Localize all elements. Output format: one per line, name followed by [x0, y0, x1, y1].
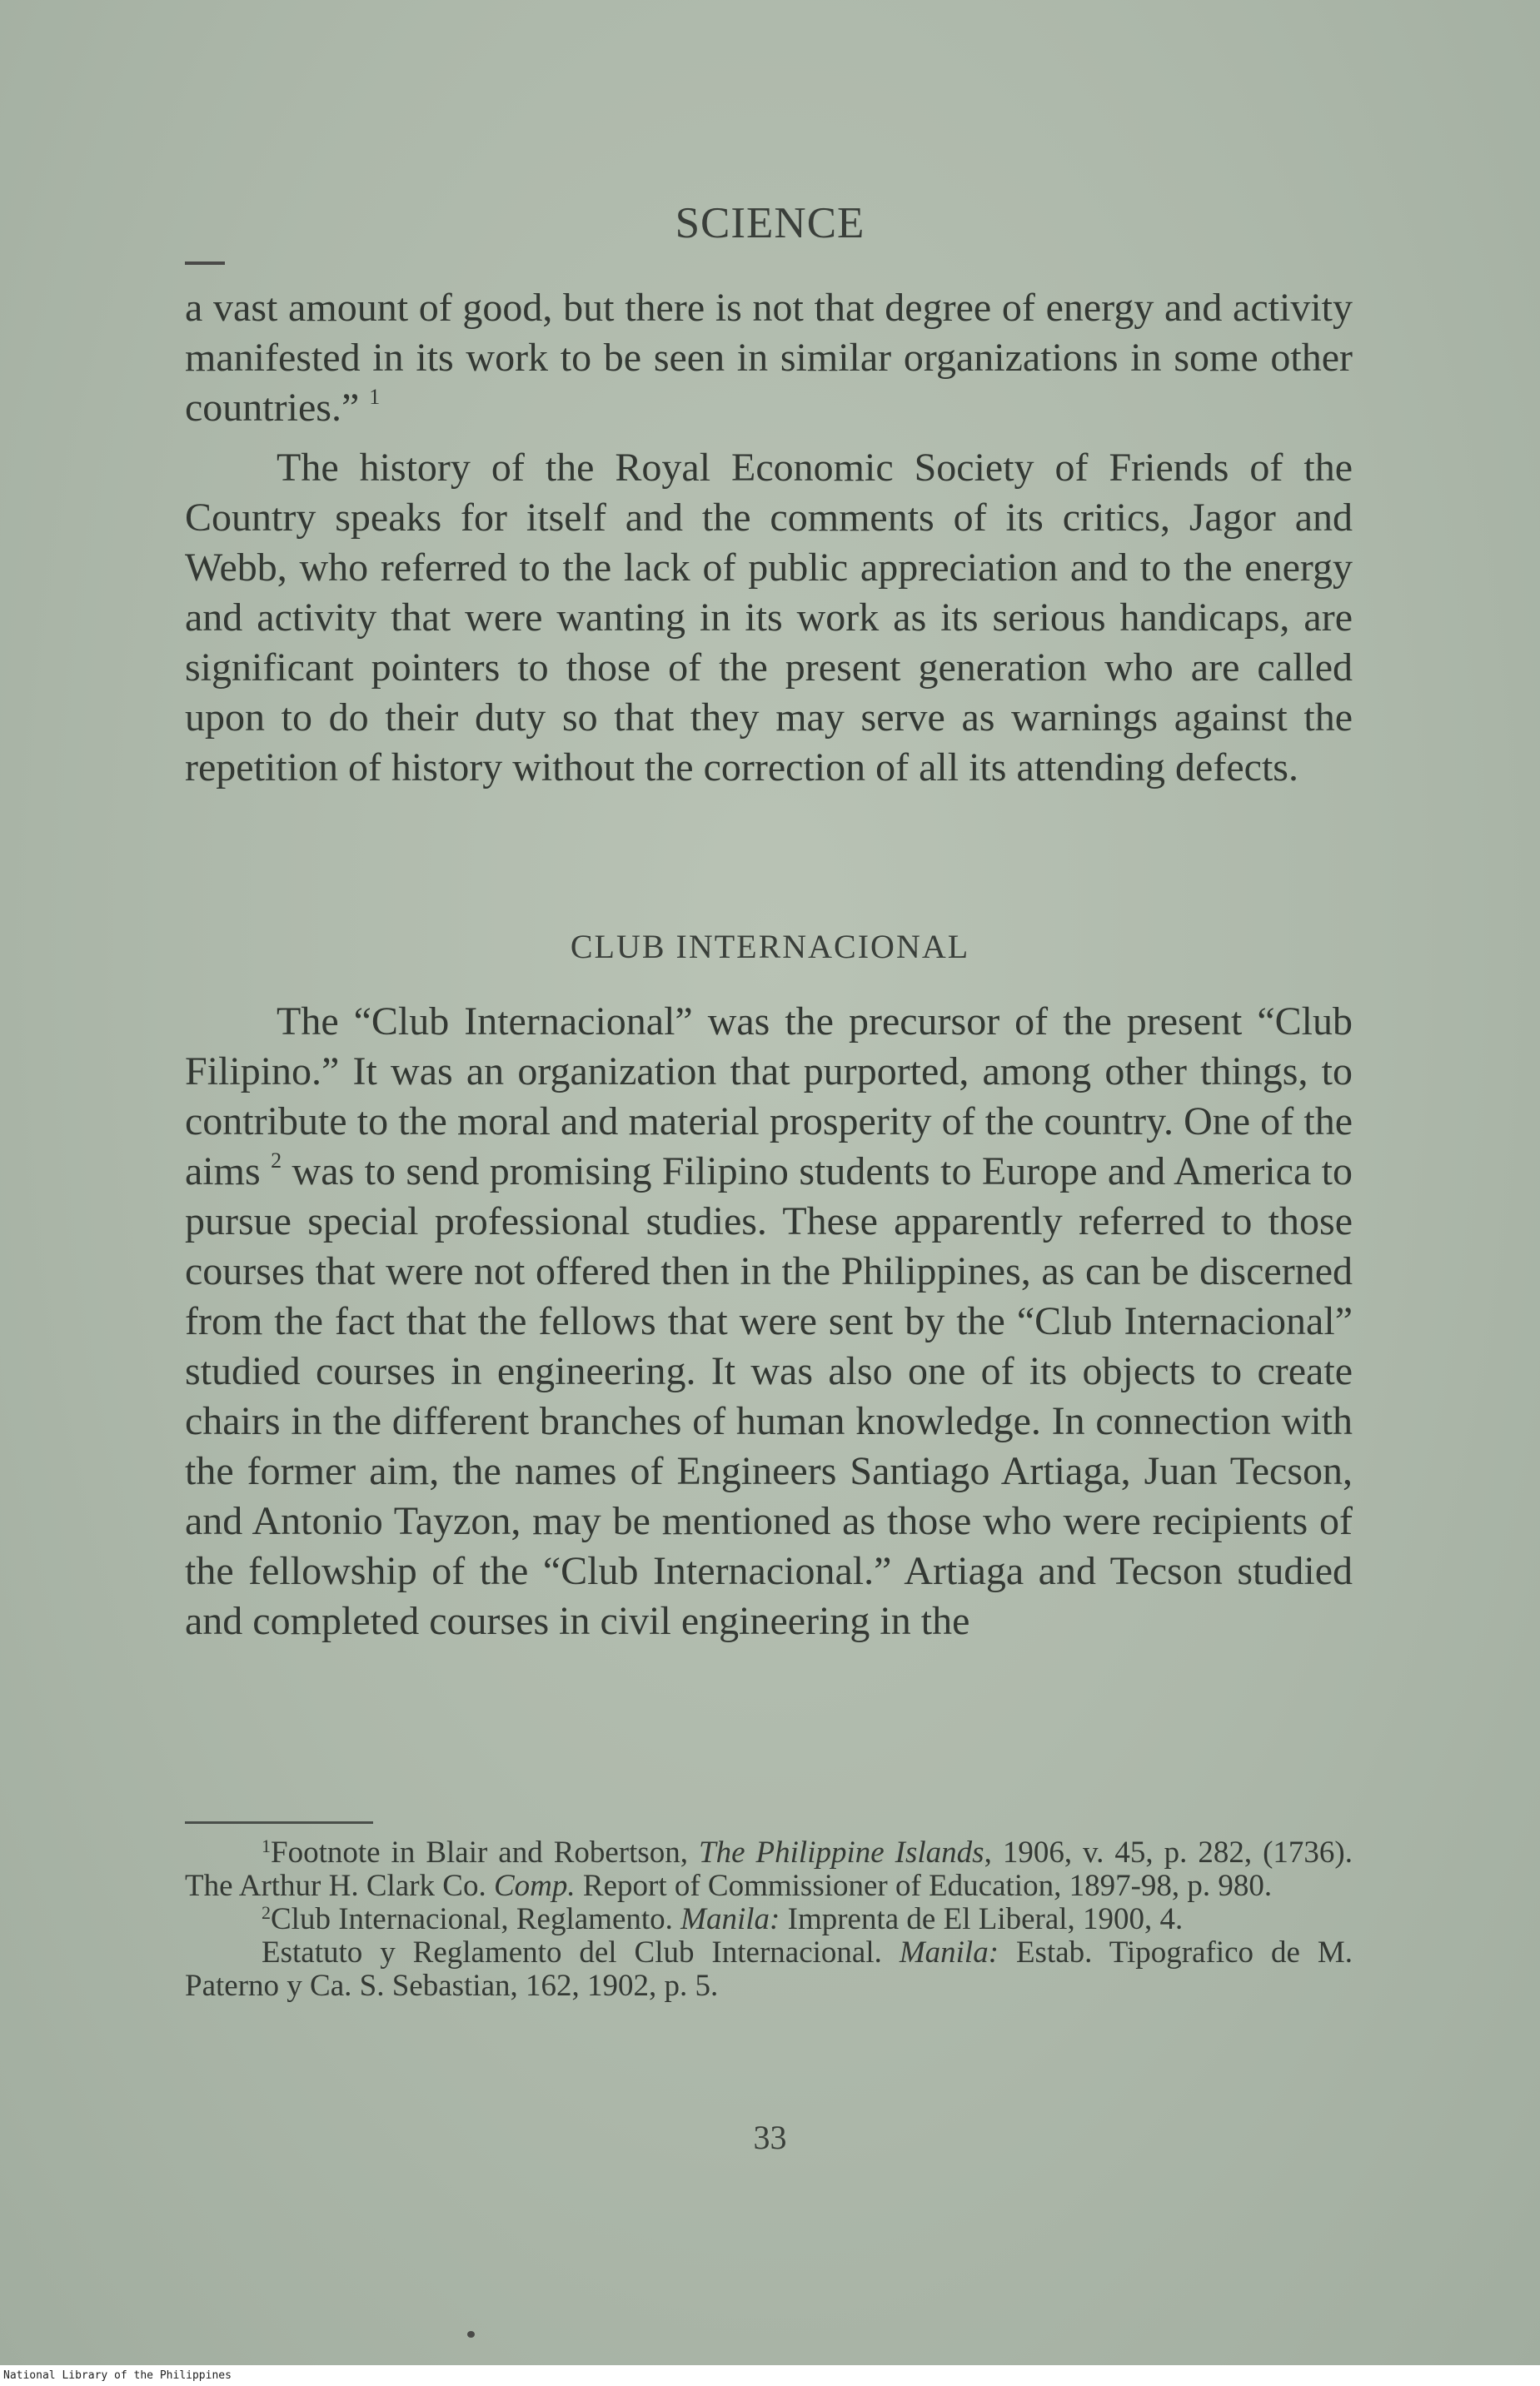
footnote-3-place: Manila:	[899, 1935, 999, 1970]
library-credit: National Library of the Philippines	[3, 2369, 232, 2382]
section-heading: CLUB INTERNACIONAL	[570, 928, 970, 965]
footnote-2	[185, 1903, 1353, 1936]
footnote-2-place: Manila:	[680, 1902, 780, 1936]
footnote-1-text-c: Report of Commissioner of Education, 1897-98, p. 980.	[575, 1869, 1273, 1903]
body-upper	[185, 283, 1353, 793]
footnote-1-text-b: , 1906, v. 45, p. 282, (1736). The Arthur H. Clark Co.	[185, 1836, 1353, 1903]
footnote-3-text-b: Estab. Tipografico de M. Paterno y Ca. S. Sebastian, 162, 1902, p. 5.	[185, 1935, 1353, 2003]
paragraph-club-internacional	[185, 997, 1353, 1646]
paragraph-royal-society: The history of the Royal Economic Society of Friends of the Country speaks for itself and the comments of its critics, Jagor and Webb, who referred to the lack of public appreciation and to the energy and activity that were wanting in its work as its serious handicaps, are significant pointers to those of the present generation who are called upon to do their duty so that they may serve as warnings against the repetition of history without the correction of all its attending defects.	[185, 446, 1353, 790]
footnote-1-text: Footnote in Blair and Robertson,	[271, 1836, 700, 1870]
paragraph-text: a vast amount of good, but there is not that degree of energy and activity manifested in its work to be seen in similar organizations in some other countries.”	[185, 286, 1353, 430]
footnote-mark-1: 1	[262, 1836, 271, 1856]
footnote-2-text-b: Imprenta de El Liberal, 1900, 4.	[780, 1902, 1184, 1936]
paragraph-text-before: The “Club Internacional” was the precursor of the present “Club Filipino.” It was an organization that purported, among other things, to contribute to the moral and material prosperity of the country. One of the aims	[185, 999, 1353, 1193]
footnote-ref-1: 1	[369, 385, 381, 409]
footnotes	[185, 1836, 1353, 2003]
body-lower	[185, 997, 1353, 1646]
page-number: 33	[753, 2119, 787, 2156]
footnote-1-comp: Comp.	[493, 1869, 576, 1903]
paragraph-text-after: was to send promising Filipino students to Europe and America to pursue special professional studies. These apparently referred to those courses that were not offered then in the Philippines, as can be discerned from the fact that the fellows that were sent by the “Club Internacional” studied courses in engineering. It was also one of its objects to create chairs in the different branches of human knowledge. In connection with the former aim, the names of Engineers Santiago Artiaga, Juan Tecson, and Antonio Tayzon, may be mentioned as those who were recipients of the fellowship of the “Club Internacional.” Artiaga and Tecson studied and completed courses in civil engineering in the	[185, 1149, 1353, 1643]
footnote-ref-2: 2	[271, 1148, 282, 1173]
footnote-3	[185, 1936, 1353, 2003]
footnote-2-text: Club Internacional, Reglamento.	[271, 1902, 681, 1936]
footnote-rule	[185, 1821, 373, 1824]
running-head: SCIENCE	[675, 199, 865, 247]
footnote-mark-2: 2	[262, 1902, 271, 1923]
print-mark	[185, 262, 225, 265]
speck-mark	[467, 2331, 475, 2338]
footnote-1-title: The Philippine Islands	[699, 1836, 984, 1870]
paragraph-continued	[185, 283, 1353, 433]
footnote-3-text: Estatuto y Reglamento del Club Internacional.	[262, 1935, 900, 1970]
footnote-1	[185, 1836, 1353, 1903]
